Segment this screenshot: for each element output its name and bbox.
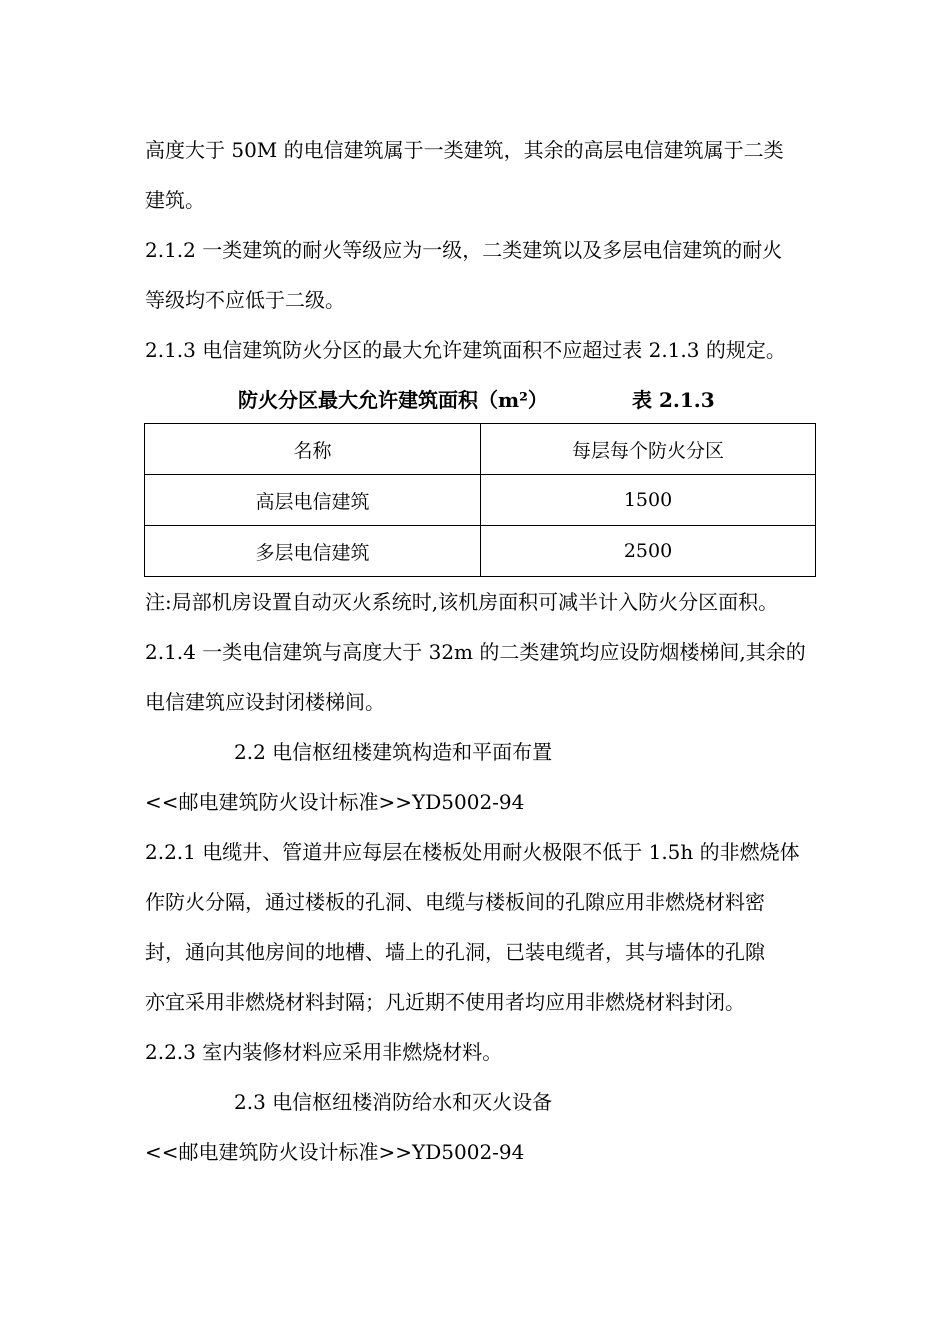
table-header-cell: 名称 xyxy=(145,424,481,475)
clause-2-1-4: 2.1.4 一类电信建筑与高度大于 32m 的二类建筑均应设防烟楼梯间,其余的 xyxy=(145,640,806,664)
standard-reference: <<邮电建筑防火设计标准>>YD5002-94 xyxy=(145,790,525,814)
table-cell: 2500 xyxy=(481,526,816,577)
clause-2-2-3: 2.2.3 室内装修材料应采用非燃烧材料。 xyxy=(145,1040,503,1064)
table-cell: 1500 xyxy=(481,475,816,526)
clause-2-1-2: 2.1.2 一类建筑的耐火等级应为一级，二类建筑以及多层电信建筑的耐火 xyxy=(145,238,783,262)
section-heading-2-3: 2.3 电信枢纽楼消防给水和灭火设备 xyxy=(234,1090,553,1114)
fire-compartment-table xyxy=(144,423,816,577)
paragraph-line: 亦宜采用非燃烧材料封隔；凡近期不使用者均应用非燃烧材料封闭。 xyxy=(145,990,745,1014)
paragraph-line: 等级均不应低于二级。 xyxy=(145,288,345,312)
table-row xyxy=(145,475,816,526)
paragraph-line: 高度大于 50M 的电信建筑属于一类建筑，其余的高层电信建筑属于二类 xyxy=(145,138,784,162)
table-number: 表 2.1.3 xyxy=(632,388,715,412)
paragraph-line: 作防火分隔，通过楼板的孔洞、电缆与楼板间的孔隙应用非燃烧材料密 xyxy=(145,890,765,914)
table-cell: 多层电信建筑 xyxy=(145,526,481,577)
table-cell: 高层电信建筑 xyxy=(145,475,481,526)
table-caption xyxy=(238,388,715,412)
table-row xyxy=(145,526,816,577)
table-header-cell: 每层每个防火分区 xyxy=(481,424,816,475)
paragraph-line: 建筑。 xyxy=(145,188,205,212)
clause-2-1-3: 2.1.3 电信建筑防火分区的最大允许建筑面积不应超过表 2.1.3 的规定。 xyxy=(145,338,786,362)
table-note: 注:局部机房设置自动灭火系统时,该机房面积可减半计入防火分区面积。 xyxy=(145,590,779,614)
paragraph-line: 封，通向其他房间的地槽、墙上的孔洞，已装电缆者，其与墙体的孔隙 xyxy=(145,940,765,964)
clause-2-2-1: 2.2.1 电缆井、管道井应每层在楼板处用耐火极限不低于 1.5h 的非燃烧体 xyxy=(145,840,800,864)
paragraph-line: 电信建筑应设封闭楼梯间。 xyxy=(145,690,385,714)
standard-reference: <<邮电建筑防火设计标准>>YD5002-94 xyxy=(145,1140,525,1164)
table-caption-title: 防火分区最大允许建筑面积（m²） xyxy=(238,388,548,412)
section-heading-2-2: 2.2 电信枢纽楼建筑构造和平面布置 xyxy=(234,740,553,764)
table-header-row xyxy=(145,424,816,475)
